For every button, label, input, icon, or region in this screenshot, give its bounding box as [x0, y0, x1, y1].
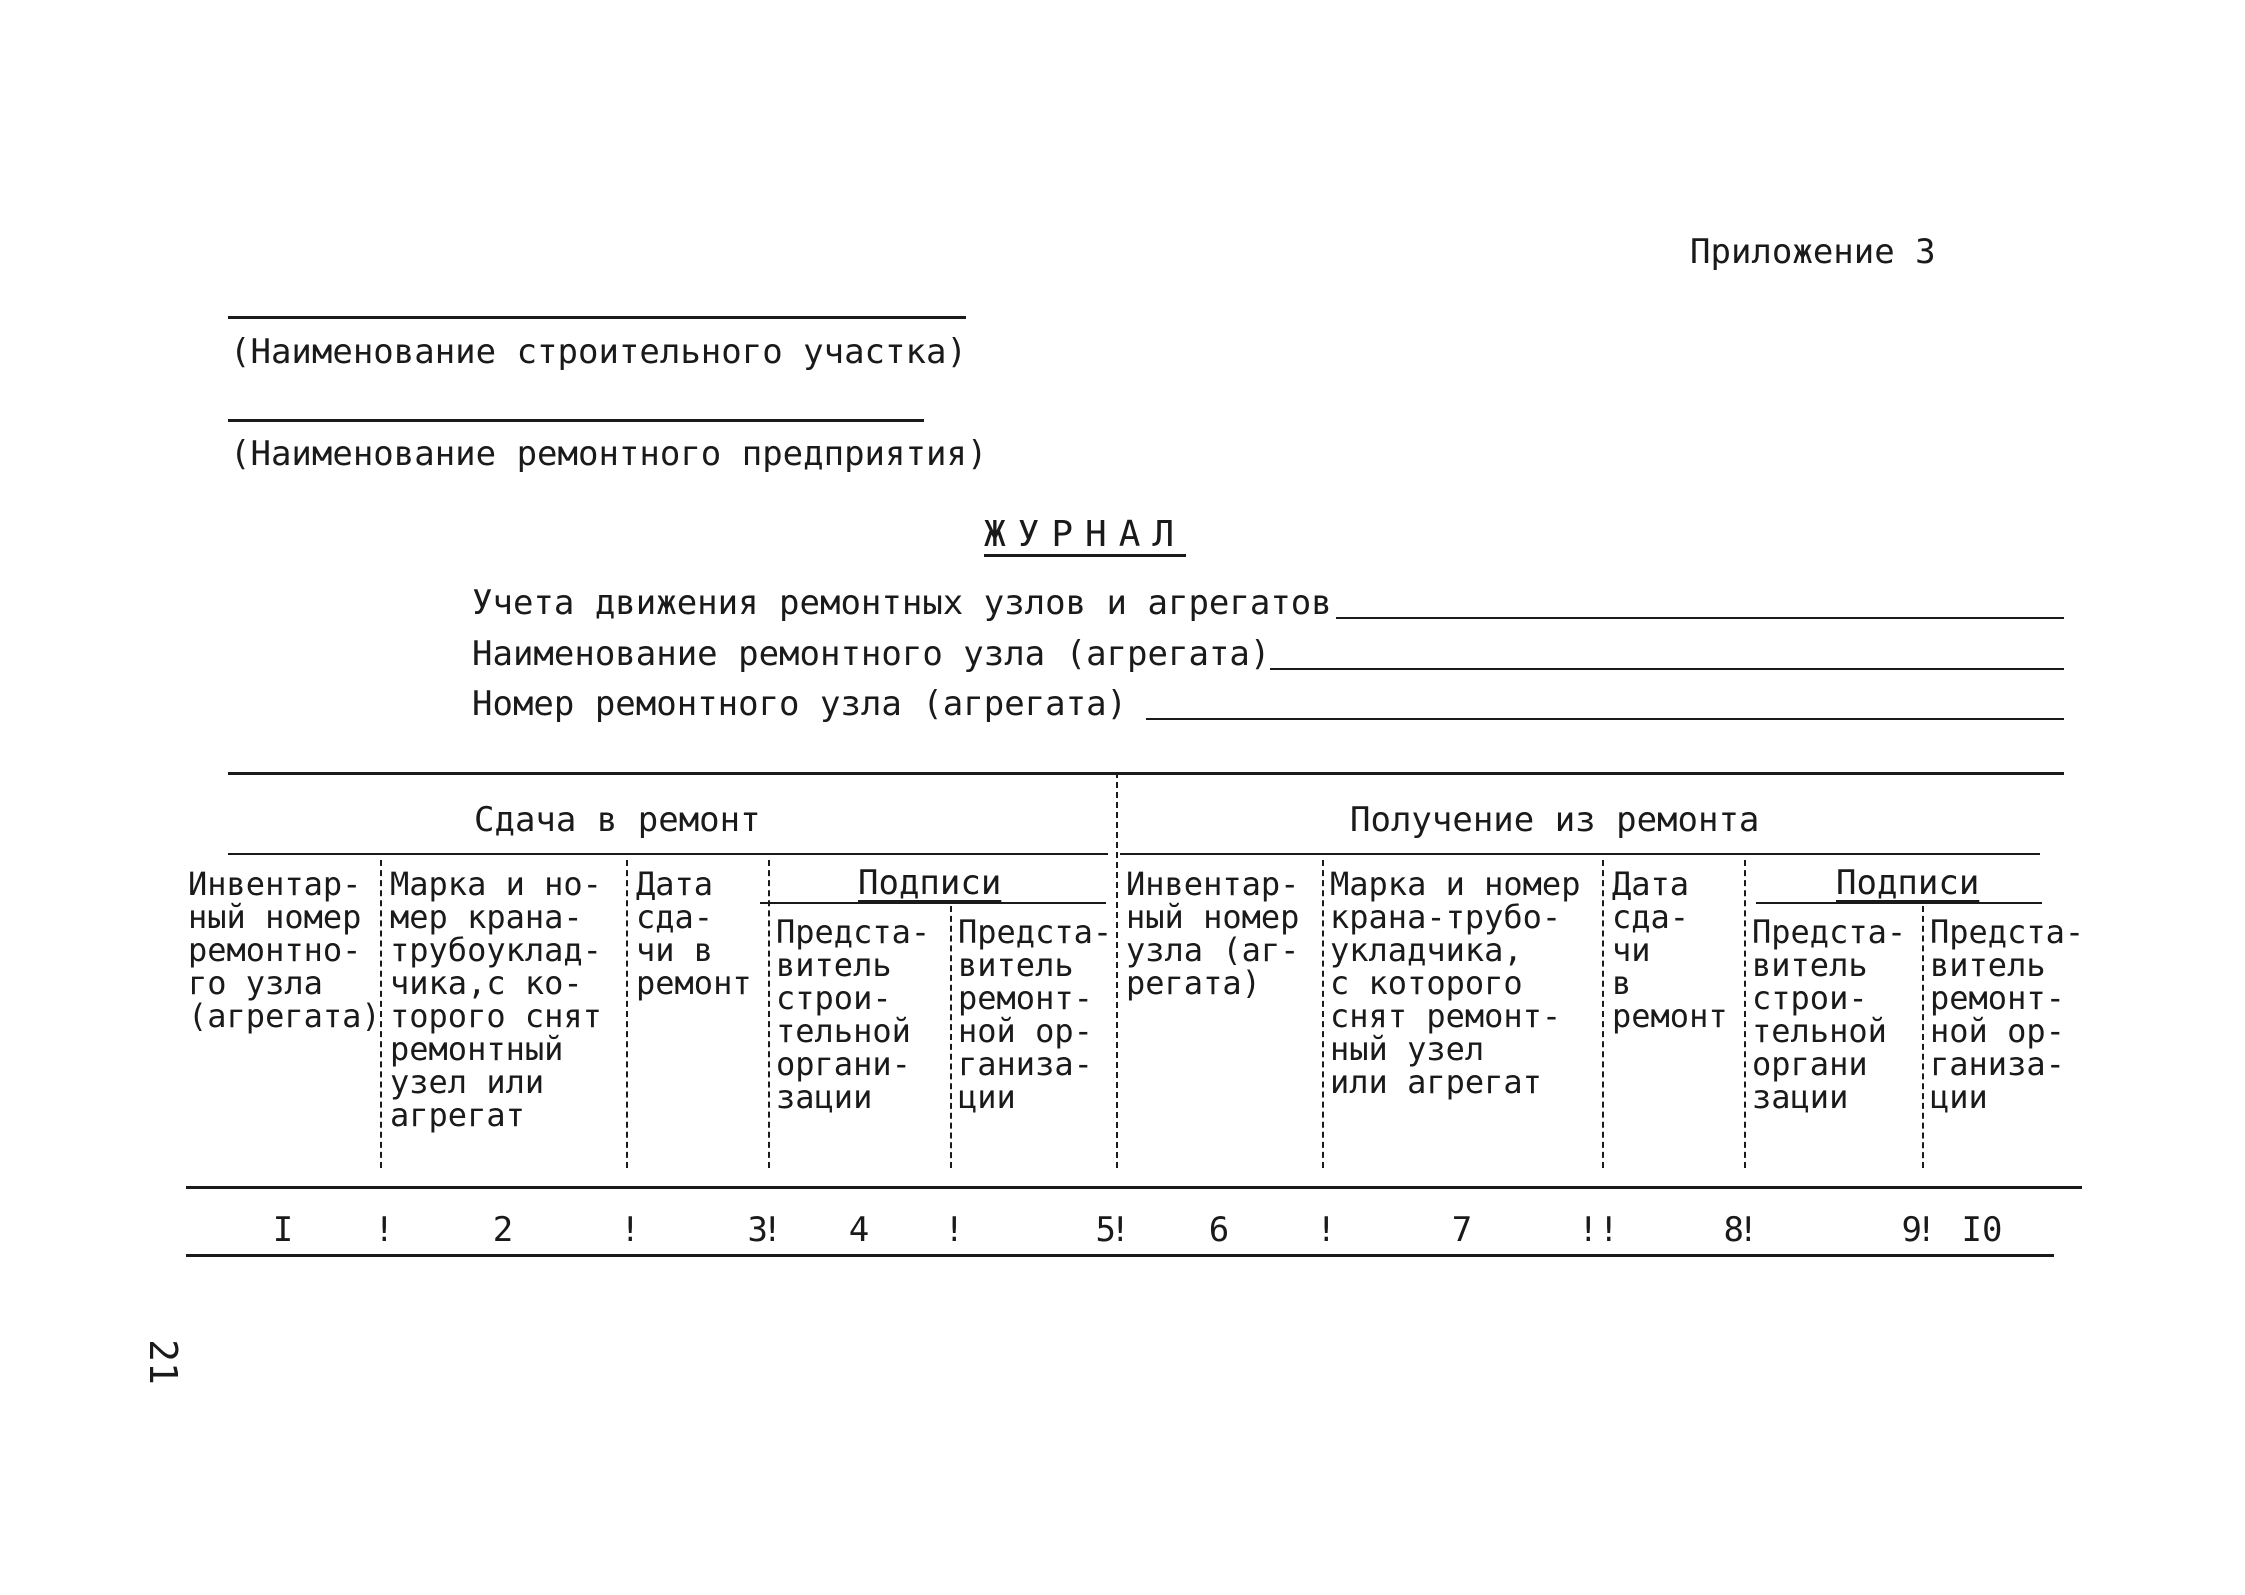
- column-header-6: [1126, 865, 1300, 1002]
- col-sep-4: [950, 906, 952, 1168]
- col-sep-6: [1322, 860, 1324, 1168]
- number-sep: !: [374, 1210, 395, 1250]
- column-header-2: [390, 865, 602, 1134]
- column-header-line: ный номер: [188, 898, 362, 936]
- column-header-line: витель: [1930, 946, 2046, 984]
- column-header-line: Марка и но-: [390, 865, 602, 903]
- number-sep: !: [1738, 1210, 1759, 1250]
- column-header-line: ремонт-: [1930, 979, 2065, 1017]
- table-bottom-rule: [186, 1254, 2054, 1257]
- column-header-5: [958, 913, 1113, 1116]
- column-header-line: ганиза-: [1930, 1045, 2065, 1083]
- signatures-rule-right: [1756, 902, 2042, 904]
- column-header-line: витель: [1752, 946, 1868, 984]
- column-header-line: ганиза-: [958, 1045, 1093, 1083]
- col-sep-3: [768, 860, 770, 1168]
- signatures-header-left: Подписи: [858, 863, 1002, 903]
- column-header-line: укладчика,: [1330, 931, 1523, 969]
- field-label-unit-number: Номер ремонтного узла (агрегата): [472, 684, 1128, 724]
- column-number-1: I: [272, 1210, 294, 1250]
- column-number-2: 2: [492, 1210, 514, 1250]
- column-number-8: 8: [1723, 1210, 1744, 1250]
- column-header-line: Инвентар-: [188, 865, 362, 903]
- column-header-line: строи-: [776, 979, 892, 1017]
- column-header-line: органи: [1752, 1045, 1868, 1083]
- column-header-line: ной ор-: [958, 1012, 1093, 1050]
- column-header-line: сда-: [636, 898, 714, 936]
- column-header-9: [1752, 913, 1907, 1116]
- column-header-line: витель: [776, 946, 892, 984]
- column-header-line: ремонт-: [958, 979, 1093, 1017]
- column-header-line: органи-: [776, 1045, 911, 1083]
- column-header-line: чика,с ко-: [390, 964, 583, 1002]
- table-top-rule: [228, 772, 2064, 775]
- column-number-10: I0: [1961, 1210, 2003, 1250]
- column-header-line: Предста-: [958, 913, 1113, 951]
- col-sep-8: [1744, 860, 1746, 1168]
- column-header-line: узел или: [390, 1063, 545, 1101]
- column-header-line: узла (аг-: [1126, 931, 1300, 969]
- signatures-rule-left: [760, 902, 1106, 904]
- column-number-5: 5: [1095, 1210, 1116, 1250]
- column-header-line: Предста-: [1930, 913, 2085, 951]
- journal-title: ЖУРНАЛ: [984, 514, 1187, 555]
- repair-enterprise-label: (Наименование ремонтного предприятия): [230, 434, 988, 474]
- column-header-line: Предста-: [776, 913, 931, 951]
- column-header-line: сда-: [1612, 898, 1690, 936]
- column-number-3: 3: [747, 1210, 768, 1250]
- column-header-line: ремонт: [1612, 997, 1728, 1035]
- column-number-4: 4: [848, 1210, 870, 1250]
- column-header-line: или агрегат: [1330, 1063, 1542, 1101]
- field-label-movement: Учета движения ремонтных узлов и агрегатов: [472, 583, 1332, 623]
- column-header-line: ции: [1930, 1078, 1988, 1116]
- number-sep: !: [762, 1210, 783, 1250]
- column-header-line: мер крана-: [390, 898, 583, 936]
- construction-site-line: [228, 316, 966, 319]
- field-label-unit-name: Наименование ремонтного узла (агрегата): [472, 634, 1271, 674]
- column-header-line: регата): [1126, 964, 1261, 1002]
- column-header-line: ный узел: [1330, 1030, 1485, 1068]
- number-sep: !: [1110, 1210, 1131, 1250]
- column-header-line: ремонтный: [390, 1030, 564, 1068]
- group-rule-left: [228, 853, 1108, 855]
- column-header-line: (агрегата): [188, 997, 381, 1035]
- field-line-unit-number[interactable]: [1146, 718, 2064, 720]
- appendix-label: Приложение 3: [1690, 232, 1936, 272]
- header-bottom-rule: [186, 1186, 2082, 1189]
- repair-enterprise-line: [228, 419, 924, 422]
- field-line-unit-name[interactable]: [1270, 668, 2064, 670]
- column-header-line: Дата: [1612, 865, 1690, 903]
- column-header-line: строи-: [1752, 979, 1868, 1017]
- col-sep-9: [1922, 906, 1924, 1168]
- number-sep: !!: [1578, 1210, 1619, 1250]
- column-number-7: 7: [1451, 1210, 1473, 1250]
- column-header-line: трубоуклад-: [390, 931, 602, 969]
- column-header-line: тельной: [776, 1012, 911, 1050]
- number-sep: !: [620, 1210, 641, 1250]
- column-number-6: 6: [1208, 1210, 1230, 1250]
- column-header-8: [1612, 865, 1728, 1035]
- column-header-10: [1930, 913, 2085, 1116]
- column-header-line: тельной: [1752, 1012, 1887, 1050]
- col-sep-7: [1602, 860, 1604, 1168]
- column-header-line: ный номер: [1126, 898, 1300, 936]
- column-header-line: торого снят: [390, 997, 602, 1035]
- col-sep-2: [626, 860, 628, 1168]
- column-header-line: Инвентар-: [1126, 865, 1300, 903]
- column-header-line: ремонтно-: [188, 931, 362, 969]
- column-header-line: Дата: [636, 865, 714, 903]
- column-number-9: 9: [1901, 1210, 1922, 1250]
- column-header-line: снят ремонт-: [1330, 997, 1562, 1035]
- group-rule-right: [1120, 853, 2040, 855]
- column-header-line: Предста-: [1752, 913, 1907, 951]
- column-header-line: чи в: [636, 931, 714, 969]
- column-header-line: в: [1612, 964, 1632, 1002]
- column-header-4: [776, 913, 931, 1116]
- signatures-header-right: Подписи: [1836, 863, 1980, 903]
- column-header-3: [636, 865, 752, 1002]
- column-header-line: чи: [1612, 931, 1651, 969]
- column-header-line: ремонт: [636, 964, 752, 1002]
- column-header-line: зации: [1752, 1078, 1849, 1116]
- col-sep-5: [1116, 772, 1118, 1168]
- column-header-line: крана-трубо-: [1330, 898, 1562, 936]
- number-sep: !: [944, 1210, 965, 1250]
- column-header-line: ной ор-: [1930, 1012, 2065, 1050]
- column-header-line: зации: [776, 1078, 873, 1116]
- column-header-1: [188, 865, 381, 1035]
- number-sep: !: [1916, 1210, 1937, 1250]
- column-header-line: витель: [958, 946, 1074, 984]
- number-sep: !: [1316, 1210, 1337, 1250]
- column-header-7: [1330, 865, 1581, 1101]
- construction-site-label: (Наименование строительного участка): [230, 332, 967, 372]
- column-header-line: с которого: [1330, 964, 1523, 1002]
- column-header-line: агрегат: [390, 1096, 525, 1134]
- group-header-receipt: Получение из ремонта: [1350, 800, 1760, 840]
- group-header-handover: Сдача в ремонт: [474, 800, 761, 840]
- column-header-line: го узла: [188, 964, 323, 1002]
- column-header-line: ции: [958, 1078, 1016, 1116]
- page-number: 21: [140, 1339, 185, 1385]
- column-header-line: Марка и номер: [1330, 865, 1581, 903]
- field-line-movement[interactable]: [1336, 617, 2064, 619]
